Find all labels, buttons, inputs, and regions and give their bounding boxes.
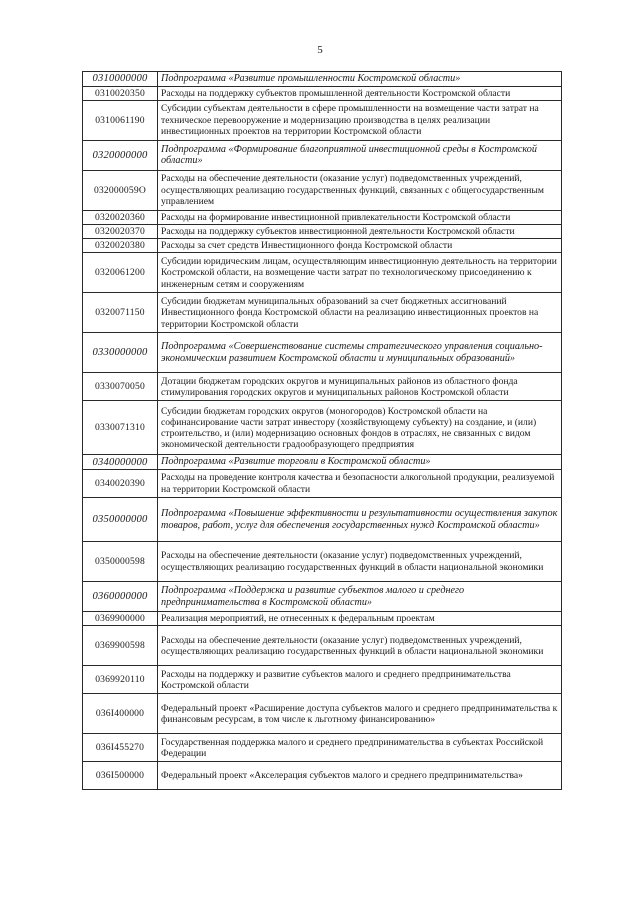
description-cell: Субсидии юридическим лицам, осуществляющим инвестиционную деятельность на территории Костромской области, на возмещение части затрат по технологическому присоединению к инженерным сетям и сооружениям bbox=[158, 253, 562, 293]
budget-code-cell: 032000059O bbox=[83, 170, 158, 210]
budget-code-cell: 0320020360 bbox=[83, 210, 158, 224]
description-cell: Подпрограмма «Формирование благоприятной инвестиционной среды в Костромской области» bbox=[158, 140, 562, 170]
budget-code-cell: 0369920110 bbox=[83, 666, 158, 694]
description-cell: Дотации бюджетам городских округов и муниципальных районов из областного фонда стимулирования городских округов и муниципальных районов Костромской области bbox=[158, 373, 562, 401]
table-row bbox=[83, 612, 562, 626]
budget-code-table bbox=[82, 71, 562, 790]
budget-code-cell: 0310020350 bbox=[83, 86, 158, 100]
budget-code-cell: 036I455270 bbox=[83, 734, 158, 762]
description-cell: Реализация мероприятий, не отнесенных к федеральным проектам bbox=[158, 612, 562, 626]
table-row bbox=[83, 225, 562, 239]
description-cell: Подпрограмма «Поддержка и развитие субъектов малого и среднего предпринимательства в Костромской области» bbox=[158, 582, 562, 612]
table-row bbox=[83, 734, 562, 762]
description-cell: Расходы на проведение контроля качества и безопасности алкогольной продукции, реализуемой на территории Костромской области bbox=[158, 470, 562, 498]
table-row bbox=[83, 694, 562, 734]
table-row bbox=[83, 470, 562, 498]
budget-code-cell: 0320020370 bbox=[83, 225, 158, 239]
description-cell: Расходы на поддержку субъектов промышленной деятельности Костромской области bbox=[158, 86, 562, 100]
budget-code-cell: 0369900000 bbox=[83, 612, 158, 626]
table-row bbox=[83, 373, 562, 401]
budget-code-cell: 0340000000 bbox=[83, 455, 158, 470]
description-cell: Расходы за счет средств Инвестиционного фонда Костромской области bbox=[158, 239, 562, 253]
description-cell: Государственная поддержка малого и среднего предпринимательства в субъектах Российской Федерации bbox=[158, 734, 562, 762]
table-row bbox=[83, 401, 562, 455]
budget-code-cell: 036I400000 bbox=[83, 694, 158, 734]
subprogram-row bbox=[83, 455, 562, 470]
subprogram-row bbox=[83, 498, 562, 542]
subprogram-row bbox=[83, 333, 562, 373]
description-cell: Расходы на поддержку и развитие субъектов малого и среднего предпринимательства Костромской области bbox=[158, 666, 562, 694]
description-cell: Федеральный проект «Расширение доступа субъектов малого и среднего предпринимательства к финансовым ресурсам, в том числе к льготному финансированию» bbox=[158, 694, 562, 734]
description-cell: Расходы на формирование инвестиционной привлекательности Костромской области bbox=[158, 210, 562, 224]
table-row bbox=[83, 626, 562, 666]
table-row bbox=[83, 170, 562, 210]
description-cell: Расходы на обеспечение деятельности (оказание услуг) подведомственных учреждений, осуществляющих реализацию государственных функций, связанных с общегосударственным управлением bbox=[158, 170, 562, 210]
budget-code-cell: 0350000598 bbox=[83, 542, 158, 582]
description-cell: Субсидии бюджетам муниципальных образований за счет бюджетных ассигнований Инвестиционного фонда Костромской области на реализацию инвестиционных проектов на территории Костромской области bbox=[158, 293, 562, 333]
table-row bbox=[83, 542, 562, 582]
budget-code-cell: 0369900598 bbox=[83, 626, 158, 666]
budget-code-cell: 0310000000 bbox=[83, 72, 158, 87]
description-cell: Подпрограмма «Развитие промышленности Костромской области» bbox=[158, 72, 562, 87]
budget-code-cell: 0310061190 bbox=[83, 100, 158, 140]
budget-code-cell: 0320061200 bbox=[83, 253, 158, 293]
budget-code-cell: 0330000000 bbox=[83, 333, 158, 373]
table-row bbox=[83, 293, 562, 333]
description-cell: Субсидии субъектам деятельности в сфере промышленности на возмещение части затрат на техническое перевооружение и модернизацию производства в целях реализации инвестиционных проектов на территории Костромской области bbox=[158, 100, 562, 140]
description-cell: Расходы на обеспечение деятельности (оказание услуг) подведомственных учреждений, осуществляющих реализацию государственных функций в области национальной экономики bbox=[158, 626, 562, 666]
table-row bbox=[83, 239, 562, 253]
budget-code-cell: 0360000000 bbox=[83, 582, 158, 612]
table-row bbox=[83, 100, 562, 140]
budget-code-cell: 0330070050 bbox=[83, 373, 158, 401]
description-cell: Подпрограмма «Развитие торговли в Костромской области» bbox=[158, 455, 562, 470]
budget-code-cell: 0330071310 bbox=[83, 401, 158, 455]
budget-code-cell: 0350000000 bbox=[83, 498, 158, 542]
budget-code-cell: 0320020380 bbox=[83, 239, 158, 253]
table-row bbox=[83, 210, 562, 224]
budget-code-cell: 0320000000 bbox=[83, 140, 158, 170]
subprogram-row bbox=[83, 72, 562, 87]
description-cell: Субсидии бюджетам городских округов (моногородов) Костромской области на софинансирование части затрат инвестору (хозяйствующему субъекту) на создание, и (или) строительство, и (или) модернизацию основных фондов в отраслях, не связанных с видом экономической деятельности градообразующего предприятия bbox=[158, 401, 562, 455]
budget-code-cell: 0340020390 bbox=[83, 470, 158, 498]
budget-code-cell: 0320071150 bbox=[83, 293, 158, 333]
table-row bbox=[83, 666, 562, 694]
table-row bbox=[83, 253, 562, 293]
description-cell: Подпрограмма «Совершенствование системы стратегического управления социально-экономическим развитием Костромской области и муниципальных образований» bbox=[158, 333, 562, 373]
table-row bbox=[83, 86, 562, 100]
description-cell: Расходы на обеспечение деятельности (оказание услуг) подведомственных учреждений, осуществляющих реализацию государственных функций в области национальной экономики bbox=[158, 542, 562, 582]
table-row bbox=[83, 762, 562, 790]
description-cell: Подпрограмма «Повышение эффективности и результативности осуществления закупок товаров, работ, услуг для обеспечения государственных нужд Костромской области» bbox=[158, 498, 562, 542]
page-number: 5 bbox=[317, 44, 323, 56]
description-cell: Расходы на поддержку субъектов инвестиционной деятельности Костромской области bbox=[158, 225, 562, 239]
subprogram-row bbox=[83, 140, 562, 170]
subprogram-row bbox=[83, 582, 562, 612]
budget-code-cell: 036I500000 bbox=[83, 762, 158, 790]
description-cell: Федеральный проект «Акселерация субъектов малого и среднего предпринимательства» bbox=[158, 762, 562, 790]
